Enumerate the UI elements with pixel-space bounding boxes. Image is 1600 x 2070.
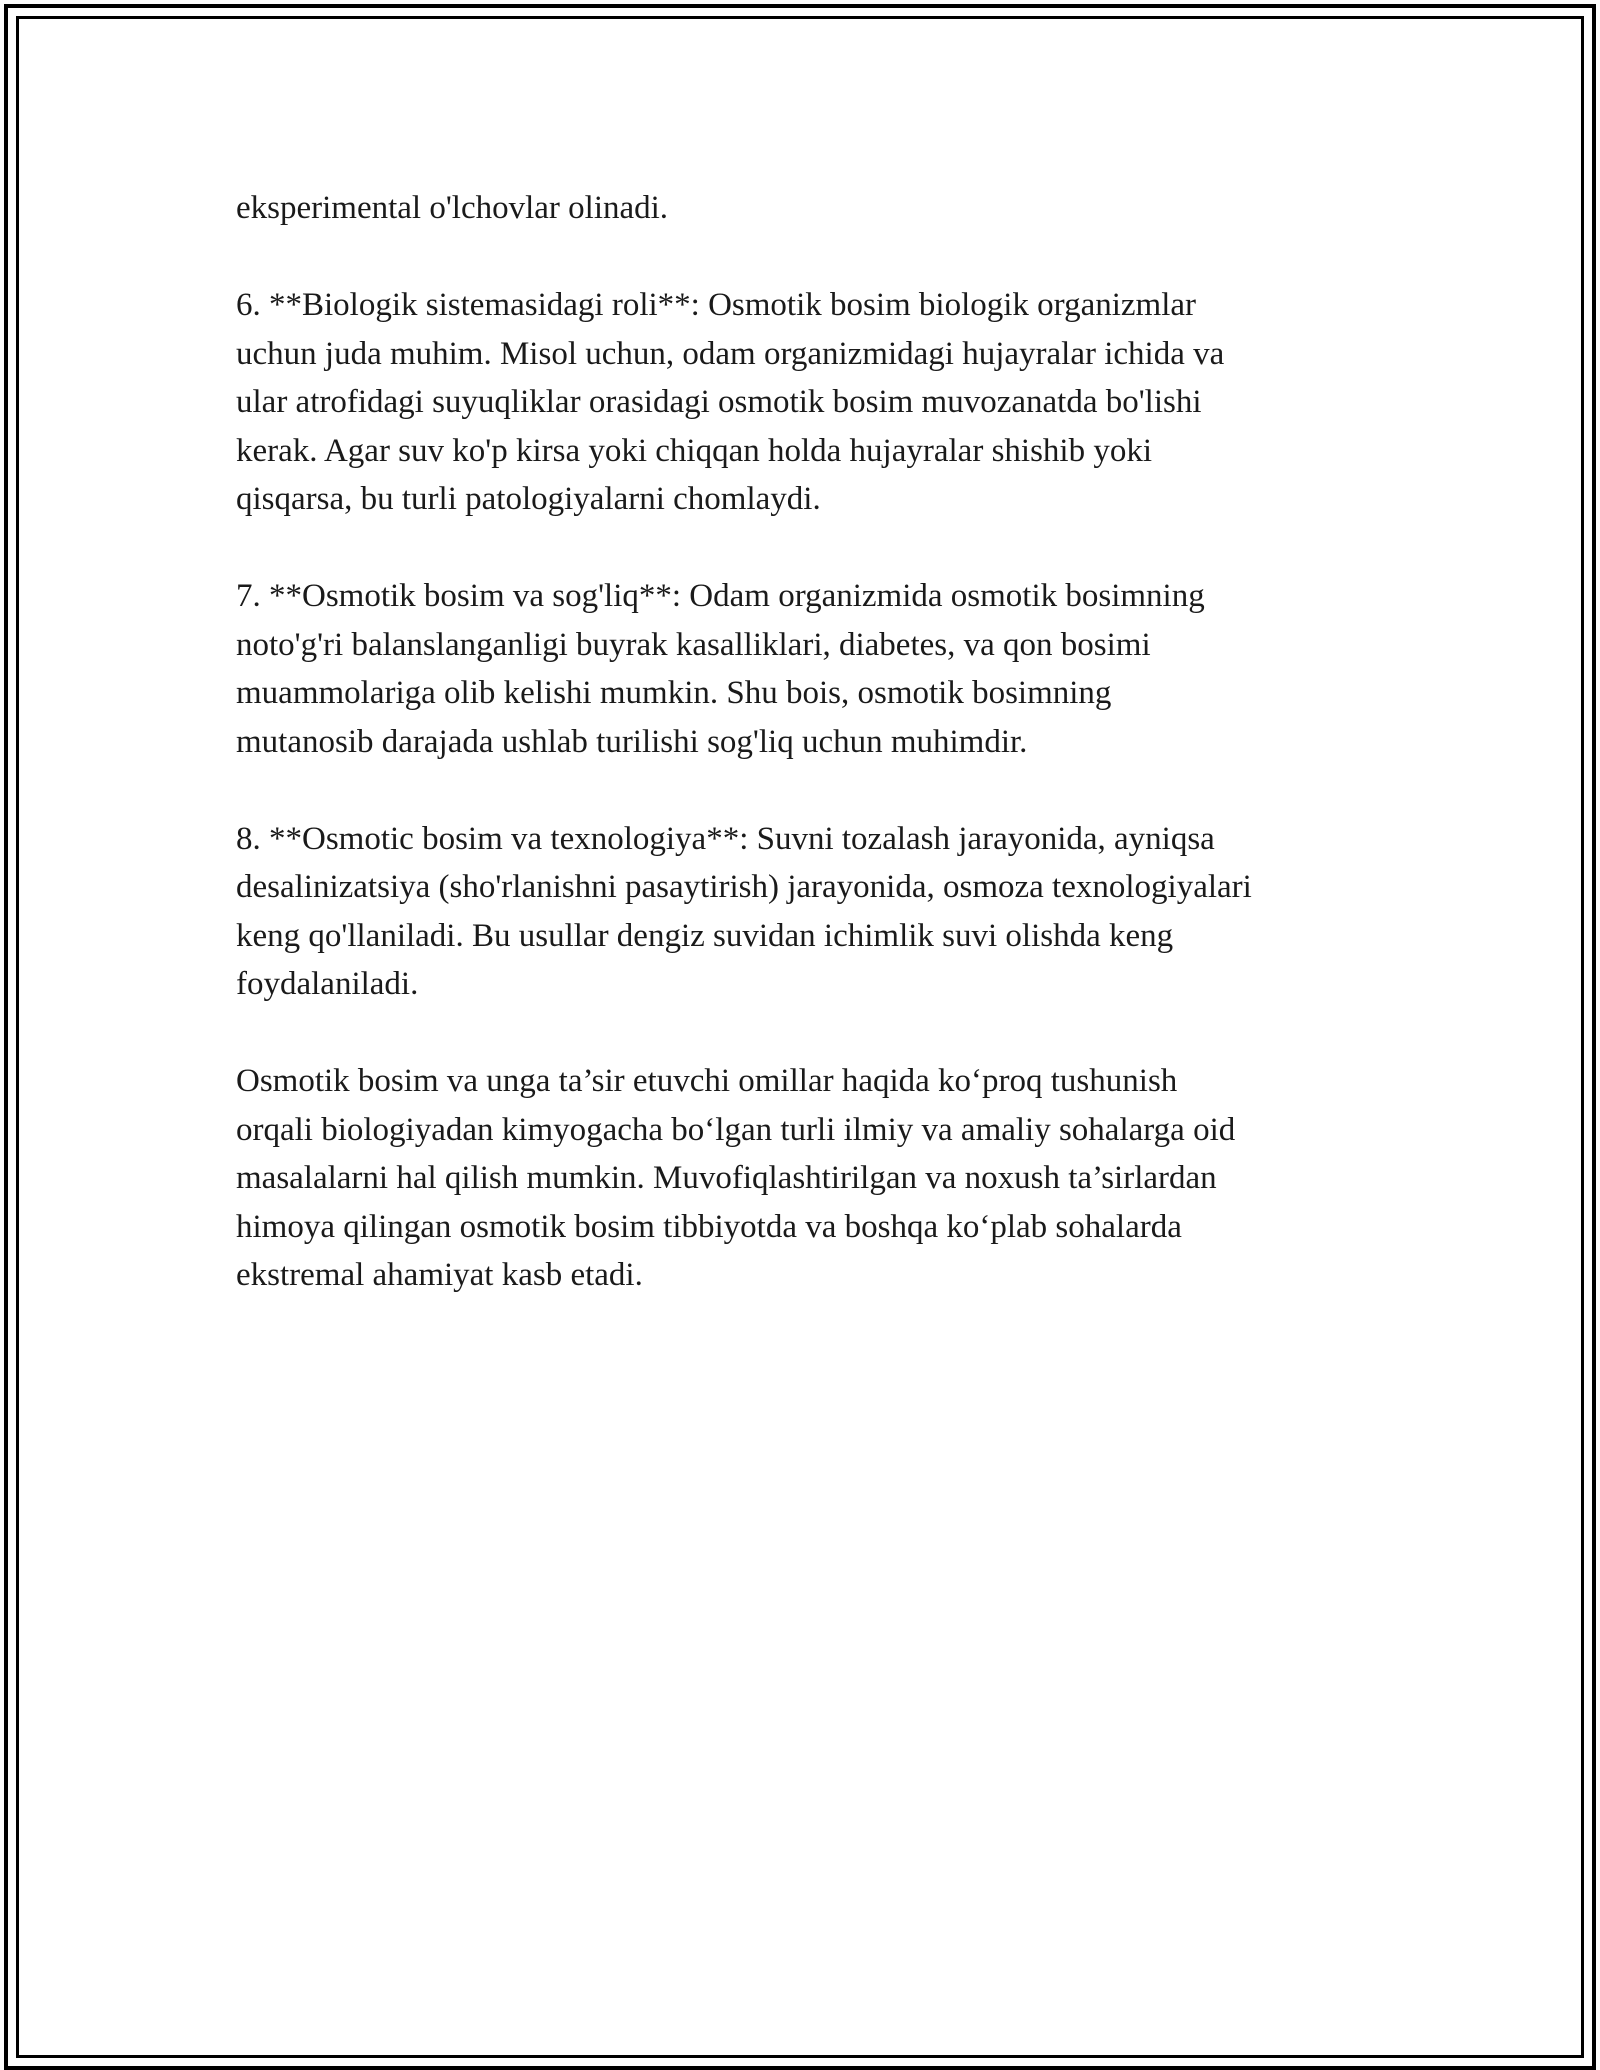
text-line: desalinizatsiya (sho'rlanishni pasaytirish) jarayonida, osmoza texnologiyalari: [236, 869, 1252, 905]
text-line: 7. **Osmotik bosim va sog'liq**: Odam organizmida osmotik bosimning: [236, 578, 1205, 614]
text-line: noto'g'ri balanslanganligi buyrak kasalliklari, diabetes, va qon bosimi: [236, 626, 1151, 663]
text-line: kerak. Agar suv ko'p kirsa yoki chiqqan holda hujayralar shishib yoki: [236, 432, 1153, 469]
paragraph-health: [236, 572, 1396, 766]
paragraph-biological-role: [236, 281, 1396, 524]
text-line: Osmotik bosim va unga ta’sir etuvchi omillar haqida ko‘proq tushunish: [236, 1063, 1178, 1099]
paragraph-continuation: [236, 184, 1396, 233]
text-line: foydalaniladi.: [236, 966, 419, 1002]
text-line: mutanosib darajada ushlab turilishi sog'liq uchun muhimdir.: [236, 723, 1028, 760]
text-line: qisqarsa, bu turli patologiyalarni chomlaydi.: [236, 481, 821, 517]
text-line: 6. **Biologik sistemasidagi roli**: Osmotik bosim biologik organizmlar: [236, 287, 1197, 323]
document-body: [236, 184, 1396, 1348]
text-line: uchun juda muhim. Misol uchun, odam organizmidagi hujayralar ichida va: [236, 335, 1225, 372]
text-line: orqali biologiyadan kimyogacha bo‘lgan turli ilmiy va amaliy sohalarga oid: [236, 1111, 1236, 1148]
paragraph-technology: [236, 815, 1396, 1009]
text-line: 8. **Osmotic bosim va texnologiya**: Suvni tozalash jarayonida, ayniqsa: [236, 820, 1215, 857]
text-line: masalalarni hal qilish mumkin. Muvofiqlashtirilgan va noxush ta’sirlardan: [236, 1160, 1217, 1196]
paragraph-conclusion: [236, 1057, 1396, 1300]
text-line: himoya qilingan osmotik bosim tibbiyotda va boshqa ko‘plab sohalarda: [236, 1208, 1182, 1245]
text-line: ekstremal ahamiyat kasb etadi.: [236, 1257, 643, 1293]
text-line: eksperimental o'lchovlar olinadi.: [236, 190, 669, 226]
text-line: keng qo'llaniladi. Bu usullar dengiz suvidan ichimlik suvi olishda keng: [236, 917, 1174, 954]
text-line: muammolariga olib kelishi mumkin. Shu bois, osmotik bosimning: [236, 675, 1112, 711]
text-line: ular atrofidagi suyuqliklar orasidagi osmotik bosim muvozanatda bo'lishi: [236, 384, 1202, 420]
